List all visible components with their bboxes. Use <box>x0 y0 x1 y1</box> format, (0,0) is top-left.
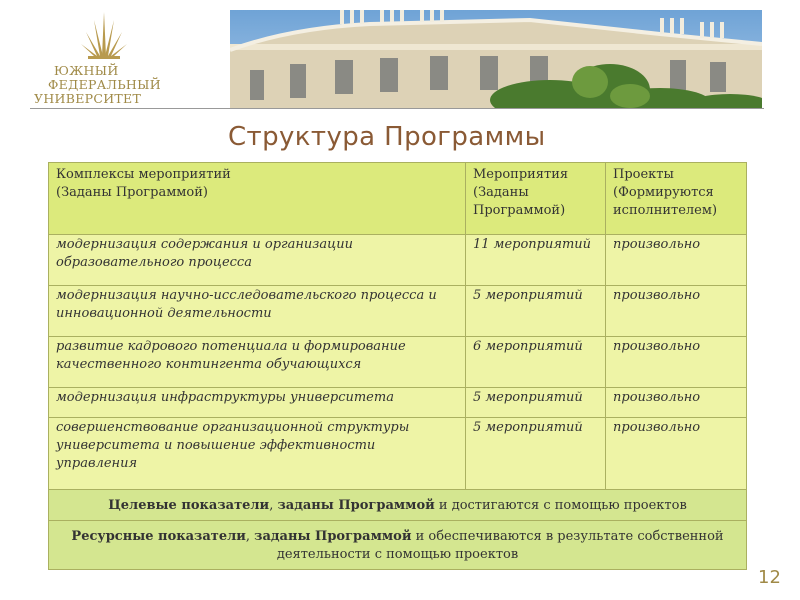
row-complex-name: модернизация инфраструктуры университета <box>49 388 466 418</box>
row-event-count: 11 мероприятий <box>466 235 606 286</box>
row-event-count: 5 мероприятий <box>466 388 606 418</box>
header-line: Проекты <box>613 167 674 182</box>
program-structure-table <box>48 162 747 570</box>
slide-title: Структура Программы <box>228 122 546 152</box>
row-event-count: 6 мероприятий <box>466 337 606 388</box>
logo-line-2: ФЕДЕРАЛЬНЫЙ <box>48 77 161 92</box>
header-cell-events <box>466 163 606 235</box>
resource-indicators-cell <box>49 521 747 570</box>
university-building-photo <box>230 10 762 108</box>
row-event-count: 5 мероприятий <box>466 286 606 337</box>
table-row <box>49 337 747 388</box>
table-row <box>49 286 747 337</box>
footer-bold: заданы Программой <box>254 528 412 544</box>
footer-bold: Ресурсные показатели <box>71 528 246 544</box>
resource-indicators-row <box>49 521 747 570</box>
row-projects: произвольно <box>606 286 747 337</box>
header-line: (Формируются <box>613 185 714 200</box>
row-complex-name: модернизация научно-исследовательского процесса и инновационной деятельности <box>49 286 466 337</box>
table-row <box>49 388 747 418</box>
target-indicators-row <box>49 490 747 521</box>
header-line: Комплексы мероприятий <box>56 167 231 182</box>
logo-text <box>34 64 204 106</box>
university-logo <box>30 10 200 105</box>
footer-sep: , <box>269 497 278 513</box>
table-row <box>49 235 747 286</box>
table-row <box>49 418 747 490</box>
logo-fan-icon <box>80 10 128 62</box>
header-cell-projects <box>606 163 747 235</box>
row-complex-name: модернизация содержания и организации образовательного процесса <box>49 235 466 286</box>
row-complex-name: совершенствование организационной структуры университета и повышение эффективности управления <box>49 418 466 490</box>
target-indicators-cell <box>49 490 747 521</box>
row-projects: произвольно <box>606 235 747 286</box>
row-event-count: 5 мероприятий <box>466 418 606 490</box>
footer-bold: Целевые показатели <box>108 497 270 513</box>
header-divider <box>30 108 764 109</box>
logo-line-1: ЮЖНЫЙ <box>54 63 119 78</box>
header-line: (Заданы Программой) <box>56 185 208 200</box>
footer-text: и обеспечиваются в результате собственной деятельности с помощью проектов <box>276 528 724 562</box>
header-cell-complexes <box>49 163 466 235</box>
header-line: (Заданы <box>473 185 529 200</box>
row-projects: произвольно <box>606 337 747 388</box>
footer-bold: заданы Программой <box>277 497 435 513</box>
header-line: Программой) <box>473 203 566 218</box>
table-header-row <box>49 163 747 235</box>
footer-sep: , <box>245 528 255 544</box>
header-line: Мероприятия <box>473 167 569 182</box>
row-complex-name: развитие кадрового потенциала и формирование качественного контингента обучающихся <box>49 337 466 388</box>
header-line: исполнителем) <box>613 203 718 218</box>
page-number: 12 <box>758 567 781 588</box>
footer-text: и достигаются с помощью проектов <box>434 497 687 513</box>
row-projects: произвольно <box>606 388 747 418</box>
row-projects: произвольно <box>606 418 747 490</box>
logo-line-3: УНИВЕРСИТЕТ <box>34 91 142 106</box>
